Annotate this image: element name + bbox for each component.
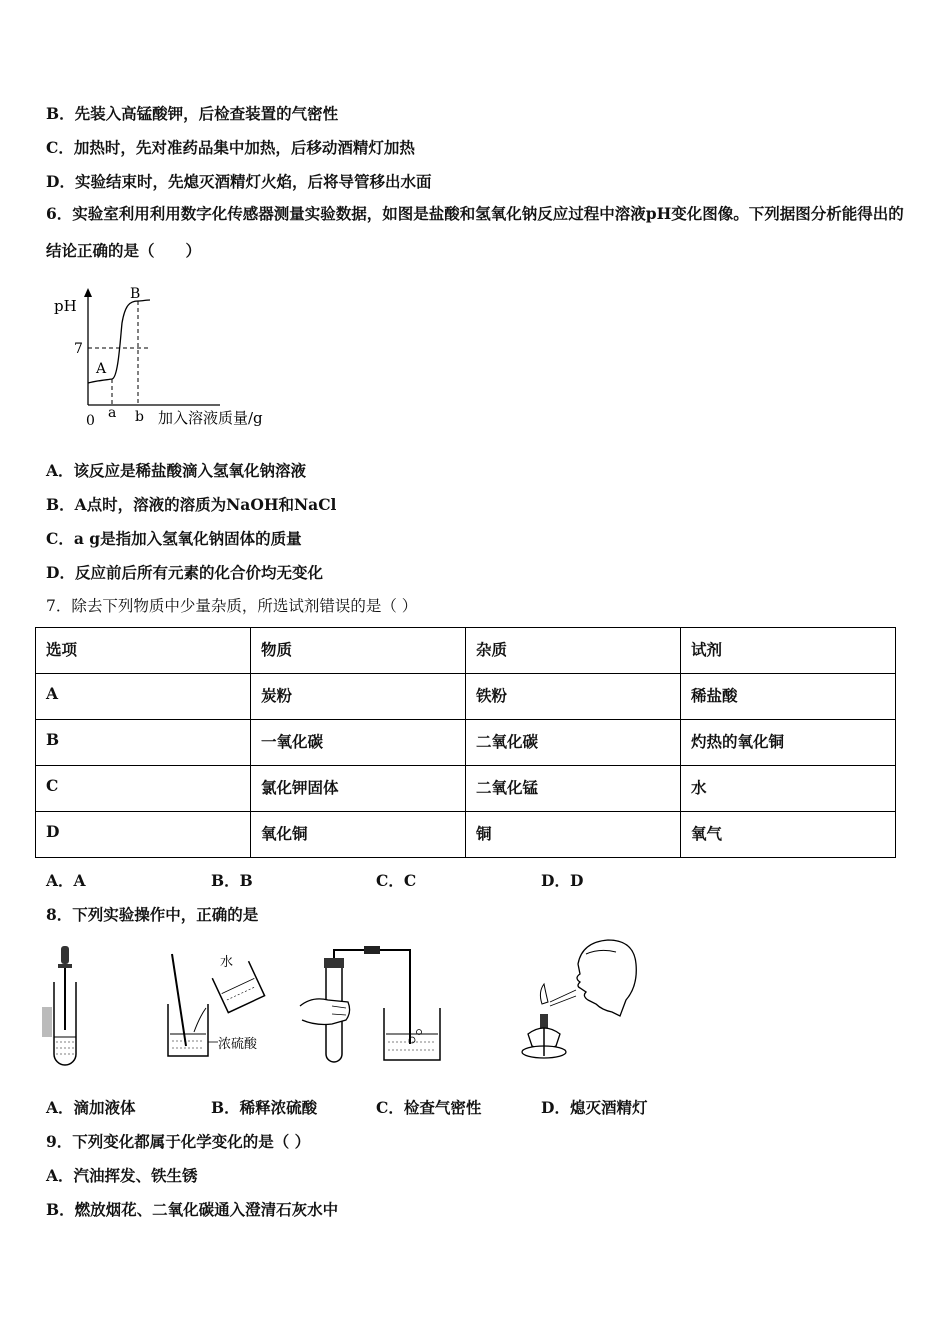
table-cell: D — [36, 812, 251, 858]
y-tick-7: 7 — [74, 341, 83, 357]
table-cell: 铁粉 — [466, 674, 681, 720]
table-cell: 水 — [681, 766, 896, 812]
q6-option-a: A．该反应是稀盐酸滴入氢氧化钠溶液 — [46, 461, 307, 480]
q7-option-c: C．C — [376, 871, 417, 890]
q9-stem: 9．下列变化都属于化学变化的是（ ） — [46, 1132, 311, 1151]
table-cell: 氧气 — [681, 812, 896, 858]
q5-option-b: B．先装入高锰酸钾，后检查装置的气密性 — [46, 104, 339, 123]
water-label: 水 — [220, 955, 234, 970]
q9-option-b: B．燃放烟花、二氧化碳通入澄清石灰水中 — [46, 1200, 339, 1219]
table-cell: 一氧化碳 — [251, 720, 466, 766]
table-cell: C — [36, 766, 251, 812]
q5-option-c: C．加热时，先对准药品集中加热，后移动酒精灯加热 — [46, 138, 415, 157]
x-tick-a: a — [108, 405, 117, 421]
q8-option-d: D．熄灭酒精灯 — [541, 1098, 648, 1117]
q8-option-a: A．滴加液体 — [46, 1098, 136, 1117]
x-label: 加入溶液质量/g — [158, 409, 263, 427]
q7-option-a: A．A — [46, 871, 86, 890]
extinguish-alcohol-lamp-figure — [516, 934, 646, 1069]
table-cell: 炭粉 — [251, 674, 466, 720]
table-cell: 二氧化碳 — [466, 720, 681, 766]
table-cell: A — [36, 674, 251, 720]
q7-table — [35, 627, 896, 858]
table-cell: 二氧化锰 — [466, 766, 681, 812]
table-header: 物质 — [251, 628, 466, 674]
table-cell: 氯化钾固体 — [251, 766, 466, 812]
x-tick-b: b — [135, 409, 144, 425]
q6-option-b: B．A点时，溶液的溶质为NaOH和NaCl — [46, 495, 337, 514]
table-header-row — [36, 628, 896, 674]
concentrated-sulfuric-acid-label: 浓硫酸 — [218, 1037, 258, 1052]
table-row — [36, 720, 896, 766]
q5-option-d: D．实验结束时，先熄灭酒精灯火焰，后将导管移出水面 — [46, 172, 432, 191]
q6-option-c: C．a g是指加入氢氧化钠固体的质量 — [46, 529, 302, 548]
table-row — [36, 674, 896, 720]
table-cell: B — [36, 720, 251, 766]
table-cell: 稀盐酸 — [681, 674, 896, 720]
y-label: pH — [54, 297, 77, 315]
table-header: 选项 — [36, 628, 251, 674]
dropper-test-tube-figure — [40, 942, 100, 1067]
q6-option-d: D．反应前后所有元素的化合价均无变化 — [46, 563, 323, 582]
table-header: 试剂 — [681, 628, 896, 674]
q6-stem: 6．实验室利用利用数字化传感器测量实验数据，如图是盐酸和氢氧化钠反应过程中溶液pH变化图像。下列据图分析能得出的结论正确的是（ ） — [46, 204, 904, 260]
q7-option-d: D．D — [541, 871, 584, 890]
y-axis-arrow — [84, 288, 92, 297]
table-header: 杂质 — [466, 628, 681, 674]
q7-option-b: B．B — [211, 871, 253, 890]
table-row — [36, 812, 896, 858]
table-cell: 灼热的氧化铜 — [681, 720, 896, 766]
table-row — [36, 766, 896, 812]
q8-option-c: C．检查气密性 — [376, 1098, 482, 1117]
q8-stem: 8．下列实验操作中，正确的是 — [46, 905, 259, 924]
q7-stem: 7．除去下列物质中少量杂质，所选试剂错误的是（ ） — [46, 597, 418, 615]
check-airtightness-figure — [292, 944, 452, 1069]
dilute-sulfuric-acid-figure — [160, 946, 280, 1066]
ph-chart — [50, 283, 290, 433]
q8-option-b: B．稀释浓硫酸 — [211, 1098, 318, 1117]
origin-label: 0 — [86, 413, 95, 429]
table-cell: 铜 — [466, 812, 681, 858]
table-cell: 氧化铜 — [251, 812, 466, 858]
point-a-label: A — [96, 361, 107, 377]
q9-option-a: A．汽油挥发、铁生锈 — [46, 1166, 198, 1185]
point-b-label: B — [130, 286, 141, 302]
